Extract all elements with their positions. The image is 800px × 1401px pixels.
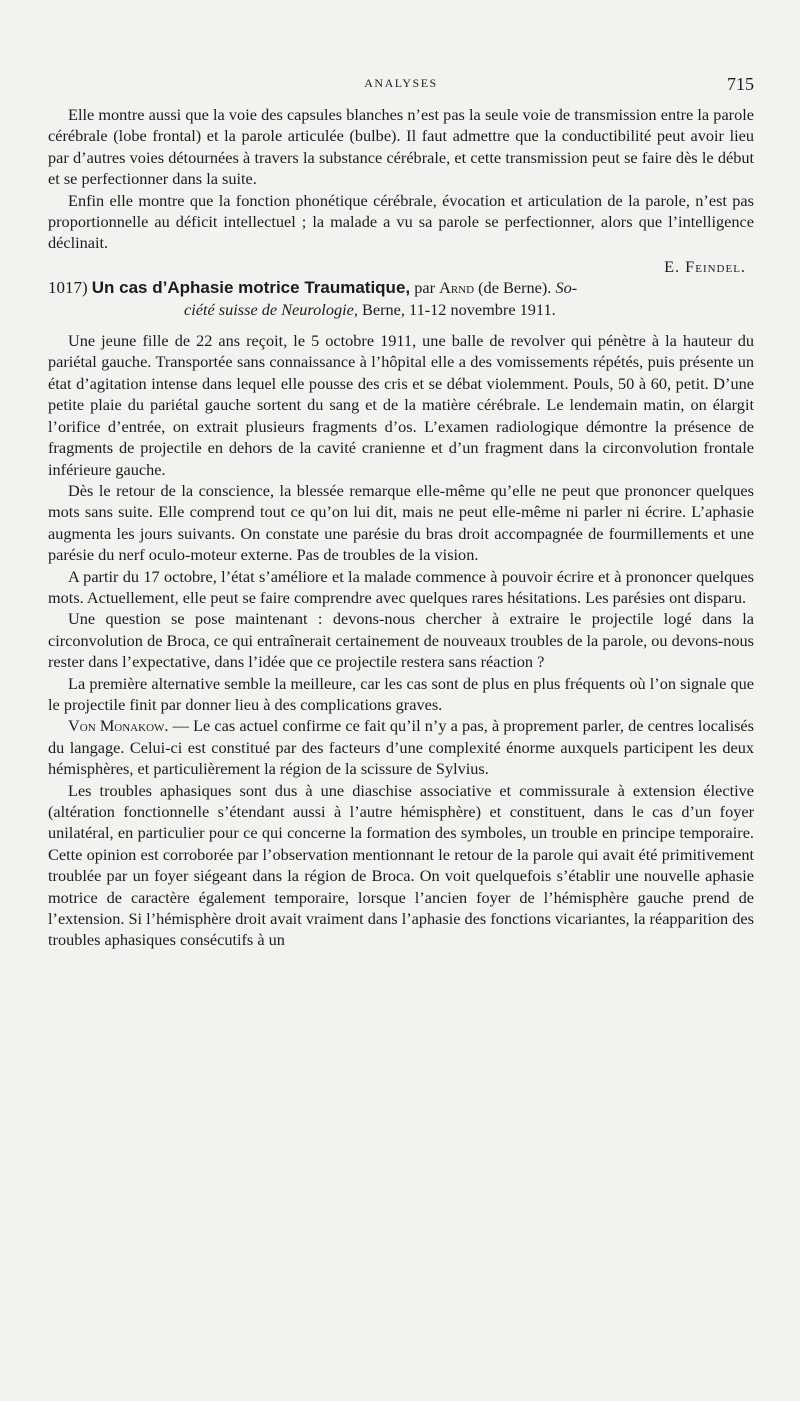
paragraph: Dès le retour de la conscience, la blessée remarque elle-même qu’elle ne peut que prononcer quelques mots sans suite. Elle comprend tout ce qu’on lui dit, mais ne peut elle-même ni parler ni écrire. L’aphasie augmenta les jours suivants. On constate une parésie du bras droit accompagnée de fourmillements et une parésie du nerf oculo-moteur externe. Pas de troubles de la vision. — [48, 480, 754, 565]
paragraph: Enfin elle montre que la fonction phonétique cérébrale, évocation et articulation de la parole, n’est pas proportionnelle au déficit intellectuel ; la malade a vu sa parole se perfectionner, alors que l’intelligence déclinait. — [48, 190, 754, 253]
article-title: Un cas d’Aphasie motrice Traumatique, — [91, 278, 411, 298]
article-journal-part2: ciété suisse de Neurologie, — [184, 299, 358, 319]
paragraph: Une question se pose maintenant : devons-nous chercher à extraire le projectile logé dans la circonvolution de Broca, ce qui entraînerait certainement de nouveaux troubles de la parole, ou devons-nous rester dans l’expectative, dans l’idée que ce projectile restera sans réaction ? — [48, 609, 754, 672]
page-header — [48, 74, 754, 98]
article-heading-line2 — [48, 299, 754, 320]
article-journal-part1: So- — [555, 278, 578, 298]
page-number: 715 — [727, 74, 754, 94]
signature: E. Feindel. — [664, 256, 746, 276]
article-by: par — [414, 278, 435, 298]
paragraph: Une jeune fille de 22 ans reçoit, le 5 octobre 1911, une balle de revolver qui pénètre à la hauteur du pariétal gauche. Transportée sans connaissance à l’hôpital elle a des vomissements répétés, puis présente un état d’agitation intense dans lequel elle pousse des cris et se débat violemment. Pouls, 50 à 60, petit. D’une petite plaie du pariétal gauche sortent du sang et de la matière cérébrale. Le lendemain matin, on élargit l’orifice d’entrée, on extrait plusieurs fragments d’os. L’examen radiologique démontre la présence de fragments de projectile en dehors de la cavité cranienne et d’un fragment dans la circonvolution frontale inférieure gauche. — [48, 331, 754, 479]
article-date: Berne, 11-12 novembre 1911. — [362, 299, 556, 319]
paragraph: Les troubles aphasiques sont dus à une diaschise associative et commissurale à extension élective (altération fonctionnelle s’étendant aussi à l’autre hémisphère) et constituent, dans le cas d’un foyer unilatéral, en particulier pour ce qui concerne la formation des symboles, un trouble en principe temporaire. Cette opinion est corroborée par l’observation mentionnant le retour de la parole qui avait été primitivement troublée par un foyer siégeant dans la région de Broca. On voit quelquefois s’établir une nouvelle aphasie motrice de caractère également temporaire, lorsque l’ancien foyer de l’hémisphère gauche prend de l’extension. Si l’hémisphère droit avait vraiment dans l’aphasie des fonctions vicariantes, la réapparition des troubles aphasiques consécutifs à un — [48, 780, 754, 950]
paragraph: A partir du 17 octobre, l’état s’améliore et la malade commence à pouvoir écrire et à prononcer quelques mots. Actuellement, elle peut se faire comprendre avec quelques rares hésitations. Les parésies ont disparu. — [48, 566, 754, 607]
article-number: 1017) — [48, 278, 88, 298]
article-heading — [48, 277, 754, 320]
paragraph — [48, 715, 754, 779]
discussant-name: Von Monakow. — [68, 716, 169, 736]
article-affiliation: (de Berne). — [478, 278, 552, 298]
running-head: ANALYSES — [364, 76, 438, 90]
discussion-text: — Le cas actuel confirme ce fait qu’il n’y a pas, à proprement parler, de centres localisés du langage. Celui-ci est constitué par des facteurs d’une complexité énorme auxquels participent les deux hémisphères, et particulièrement la région de la scissure de Sylvius. — [48, 716, 754, 779]
body-text — [48, 104, 754, 951]
paragraph: La première alternative semble la meilleure, car les cas sont de plus en plus fréquents où l’on signale que le projectile finit par donner lieu à des complications graves. — [48, 673, 754, 714]
paragraph: Elle montre aussi que la voie des capsules blanches n’est pas la seule voie de transmission entre la parole cérébrale (lobe frontal) et la parole articulée (bulbe). Il faut admettre que la conductibilité peut avoir lieu par d’autres voies détournées à travers la substance cérébrale, et cette transmission peut se faire dès le début et se perfectionner dans la suite. — [48, 105, 754, 189]
article-author: Arnd — [439, 278, 475, 298]
spacer — [48, 320, 754, 330]
